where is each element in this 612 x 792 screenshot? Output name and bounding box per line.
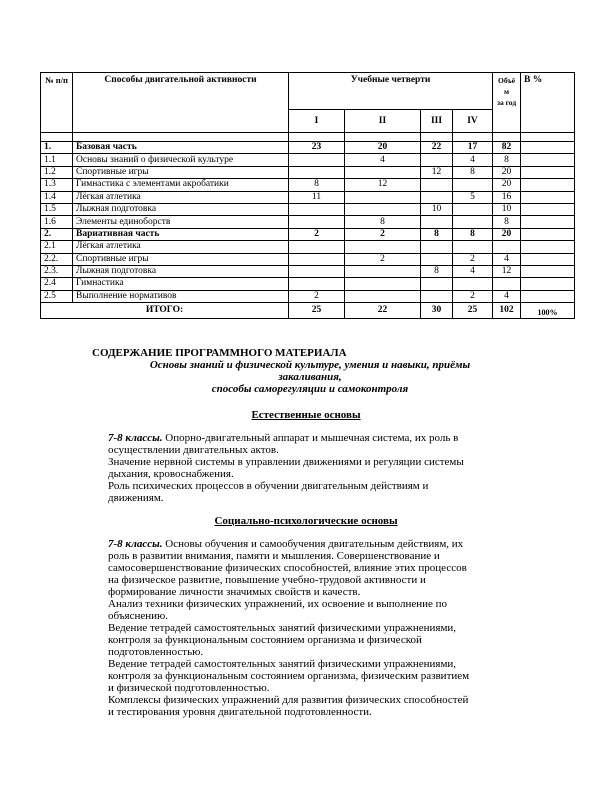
table-total-row bbox=[41, 303, 575, 319]
row-total: 4 bbox=[493, 290, 521, 302]
table-row bbox=[41, 154, 575, 166]
header-volume bbox=[493, 73, 521, 133]
row-percent bbox=[521, 203, 575, 215]
row-percent bbox=[521, 179, 575, 191]
section-social-line-8: Ведение тетрадей самостоятельных занятий физическими упражнениями, bbox=[108, 622, 457, 634]
row-q3 bbox=[421, 253, 453, 265]
row-q1 bbox=[289, 278, 345, 290]
row-q2: 4 bbox=[345, 154, 421, 166]
curriculum-hours-table bbox=[40, 72, 575, 319]
header-q3: III bbox=[421, 110, 453, 133]
row-percent bbox=[521, 228, 575, 240]
content-subtitle-line1: Основы знаний и физической культуре, умения и навыки, приёмы bbox=[149, 359, 471, 371]
row-percent bbox=[521, 265, 575, 277]
table-row bbox=[41, 216, 575, 228]
row-total: 10 bbox=[493, 203, 521, 215]
section-natural-line-5: Роль психических процессов в обучении двигательным действиям и bbox=[108, 480, 429, 492]
row-q3: 8 bbox=[421, 265, 453, 277]
row-q4 bbox=[453, 241, 493, 253]
row-q3: 22 bbox=[421, 142, 453, 154]
section-social-line-2: роль в развитии внимания, памяти и мышления. Совершенствование и bbox=[108, 550, 440, 562]
row-num: 1.1 bbox=[41, 154, 73, 166]
row-num: 1.3 bbox=[41, 179, 73, 191]
row-activity: Вариативная часть bbox=[73, 228, 289, 240]
header-volume-line2: м bbox=[503, 87, 510, 96]
row-q1 bbox=[289, 241, 345, 253]
section-natural-line-1: 7-8 классы. Опорно-двигательный аппарат и мышечная система, их роль в bbox=[108, 432, 459, 444]
row-q2: 2 bbox=[345, 253, 421, 265]
row-q2 bbox=[345, 241, 421, 253]
row-num: 2.2. bbox=[41, 253, 73, 265]
header-volume-line1: Объё bbox=[497, 76, 516, 85]
table-row bbox=[41, 179, 575, 191]
section-social-line-3: самосовершенствование физических способностей, влияние этих процессов bbox=[108, 562, 467, 574]
row-total: 20 bbox=[493, 228, 521, 240]
content-title: СОДЕРЖАНИЕ ПРОГРАММНОГО МАТЕРИАЛА bbox=[92, 347, 347, 359]
row-q4: 2 bbox=[453, 253, 493, 265]
row-num: 1.4 bbox=[41, 191, 73, 203]
row-q1: 11 bbox=[289, 191, 345, 203]
header-num: № п/п bbox=[41, 73, 73, 133]
table-row bbox=[41, 265, 575, 277]
row-q4: 2 bbox=[453, 290, 493, 302]
section-social-line-12: контроля за функциональным состоянием организма, физическим развитием bbox=[108, 670, 470, 682]
table-spacer-row bbox=[41, 133, 575, 142]
row-activity: Гимнастика с элементами акробатики bbox=[73, 179, 289, 191]
row-q2: 12 bbox=[345, 179, 421, 191]
header-volume-line3: за год bbox=[496, 98, 517, 107]
row-q4: 17 bbox=[453, 142, 493, 154]
row-activity: Лёгкая атлетика bbox=[73, 191, 289, 203]
header-q4: IV bbox=[453, 110, 493, 133]
row-q4 bbox=[453, 179, 493, 191]
row-q4 bbox=[453, 216, 493, 228]
section-social-line-5: формирование личности значимых свойств и качеств. bbox=[108, 586, 361, 598]
row-num: 2.3. bbox=[41, 265, 73, 277]
table-row bbox=[41, 241, 575, 253]
row-total: 82 bbox=[493, 142, 521, 154]
header-q2: II bbox=[345, 110, 421, 133]
content-subtitle-line3: способы саморегуляции и самоконтроля bbox=[211, 383, 409, 395]
row-q4 bbox=[453, 278, 493, 290]
row-q1: 2 bbox=[289, 228, 345, 240]
row-total: 8 bbox=[493, 154, 521, 166]
row-q4: 5 bbox=[453, 191, 493, 203]
row-q1 bbox=[289, 253, 345, 265]
row-q1: 2 bbox=[289, 290, 345, 302]
section-social-line-6: Анализ техники физических упражнений, их освоение и выполнение по bbox=[108, 598, 448, 610]
row-q1: 8 bbox=[289, 179, 345, 191]
row-q3: 12 bbox=[421, 166, 453, 178]
row-percent bbox=[521, 142, 575, 154]
row-q3: 8 bbox=[421, 228, 453, 240]
row-q1 bbox=[289, 216, 345, 228]
row-activity: Выполнение нормативов bbox=[73, 290, 289, 302]
row-q4: 4 bbox=[453, 265, 493, 277]
row-q4: 8 bbox=[453, 228, 493, 240]
row-q3 bbox=[421, 154, 453, 166]
row-total: 12 bbox=[493, 265, 521, 277]
section-social-line-7: объяснению. bbox=[108, 610, 168, 622]
row-percent bbox=[521, 191, 575, 203]
header-percent: В % bbox=[521, 73, 575, 133]
table-row bbox=[41, 191, 575, 203]
total-q3: 30 bbox=[421, 303, 453, 319]
row-q3: 10 bbox=[421, 203, 453, 215]
row-q2: 20 bbox=[345, 142, 421, 154]
row-q1 bbox=[289, 154, 345, 166]
section-social-line-13: и физической подготовленностью. bbox=[108, 682, 270, 694]
header-q1: I bbox=[289, 110, 345, 133]
section-natural-line-6: движениям. bbox=[108, 492, 164, 504]
row-percent bbox=[521, 241, 575, 253]
section-natural-body bbox=[108, 432, 528, 504]
table-row bbox=[41, 166, 575, 178]
row-num: 2.4 bbox=[41, 278, 73, 290]
row-q3 bbox=[421, 216, 453, 228]
row-total bbox=[493, 278, 521, 290]
content-subtitle-line2: закаливания, bbox=[278, 371, 342, 383]
row-q1 bbox=[289, 265, 345, 277]
row-q2 bbox=[345, 191, 421, 203]
row-q2 bbox=[345, 265, 421, 277]
section-social-line-4: на физическое развитие, повышение учебно-трудовой активности и bbox=[108, 574, 426, 586]
row-q2 bbox=[345, 278, 421, 290]
row-q1 bbox=[289, 166, 345, 178]
row-q1: 23 bbox=[289, 142, 345, 154]
row-percent bbox=[521, 216, 575, 228]
row-activity: Основы знаний о физической культуре bbox=[73, 154, 289, 166]
row-q1 bbox=[289, 203, 345, 215]
row-percent bbox=[521, 278, 575, 290]
section-natural-line-2: осуществлении двигательных актов. bbox=[108, 444, 279, 456]
row-total: 20 bbox=[493, 179, 521, 191]
total-percent: 100% bbox=[521, 303, 575, 319]
row-percent bbox=[521, 154, 575, 166]
header-quarters: Учебные четверти bbox=[289, 73, 493, 110]
section-social-line-15: и тестирования уровня двигательной подготовленности. bbox=[108, 706, 372, 718]
row-num: 1. bbox=[41, 142, 73, 154]
section-social-line-1: 7-8 классы. Основы обучения и самообучения двигательным действиям, их bbox=[108, 538, 464, 550]
row-total: 20 bbox=[493, 166, 521, 178]
table-row bbox=[41, 228, 575, 240]
table-header-row bbox=[41, 73, 575, 110]
section-social-lead: 7-8 классы. bbox=[108, 538, 163, 550]
section-social-line-9: контроля за функциональным состоянием организма и физической bbox=[108, 634, 422, 646]
row-total bbox=[493, 241, 521, 253]
row-activity: Гимнастика bbox=[73, 278, 289, 290]
total-label: ИТОГО: bbox=[41, 303, 289, 319]
section-natural-heading: Естественные основы bbox=[251, 409, 361, 421]
row-q4: 4 bbox=[453, 154, 493, 166]
table-row bbox=[41, 278, 575, 290]
row-percent bbox=[521, 290, 575, 302]
row-num: 2.5 bbox=[41, 290, 73, 302]
section-natural-line-3: Значение нервной системы в управлении движениями и регуляции системы bbox=[108, 456, 464, 468]
section-social-line-11: Ведение тетрадей самостоятельных занятий физическими упражнениями, bbox=[108, 658, 457, 670]
table-row bbox=[41, 203, 575, 215]
section-social-body bbox=[108, 538, 528, 718]
row-q3 bbox=[421, 278, 453, 290]
row-total: 16 bbox=[493, 191, 521, 203]
total-sum: 102 bbox=[493, 303, 521, 319]
table-row bbox=[41, 253, 575, 265]
row-activity: Лыжная подготовка bbox=[73, 203, 289, 215]
row-q2 bbox=[345, 166, 421, 178]
section-natural-lead: 7-8 классы. bbox=[108, 432, 163, 444]
table-row bbox=[41, 142, 575, 154]
row-q3 bbox=[421, 290, 453, 302]
row-q3 bbox=[421, 241, 453, 253]
row-num: 2.1 bbox=[41, 241, 73, 253]
row-activity: Спортивные игры bbox=[73, 253, 289, 265]
row-num: 1.5 bbox=[41, 203, 73, 215]
header-activity: Способы двигательной активности bbox=[73, 73, 289, 133]
section-social-line-14: Комплексы физических упражнений для развития физических способностей bbox=[108, 694, 469, 706]
row-q4 bbox=[453, 203, 493, 215]
row-activity: Элементы единоборств bbox=[73, 216, 289, 228]
row-activity: Лыжная подготовка bbox=[73, 265, 289, 277]
row-activity: Лёгкая атлетика bbox=[73, 241, 289, 253]
row-total: 8 bbox=[493, 216, 521, 228]
row-num: 1.6 bbox=[41, 216, 73, 228]
total-q1: 25 bbox=[289, 303, 345, 319]
section-social-line-10: подготовленностью. bbox=[108, 646, 204, 658]
row-q2: 2 bbox=[345, 228, 421, 240]
row-percent bbox=[521, 166, 575, 178]
section-natural-line-4: дыхания, кровоснабжения. bbox=[108, 468, 234, 480]
row-num: 1.2 bbox=[41, 166, 73, 178]
table-row bbox=[41, 290, 575, 302]
total-q2: 22 bbox=[345, 303, 421, 319]
section-social-heading: Социально-психологические основы bbox=[214, 515, 398, 527]
row-q2 bbox=[345, 290, 421, 302]
row-total: 4 bbox=[493, 253, 521, 265]
row-q2 bbox=[345, 203, 421, 215]
row-q4: 8 bbox=[453, 166, 493, 178]
row-q3 bbox=[421, 179, 453, 191]
row-activity: Спортивные игры bbox=[73, 166, 289, 178]
total-q4: 25 bbox=[453, 303, 493, 319]
row-q2: 8 bbox=[345, 216, 421, 228]
row-q3 bbox=[421, 191, 453, 203]
row-activity: Базовая часть bbox=[73, 142, 289, 154]
row-num: 2. bbox=[41, 228, 73, 240]
row-percent bbox=[521, 253, 575, 265]
